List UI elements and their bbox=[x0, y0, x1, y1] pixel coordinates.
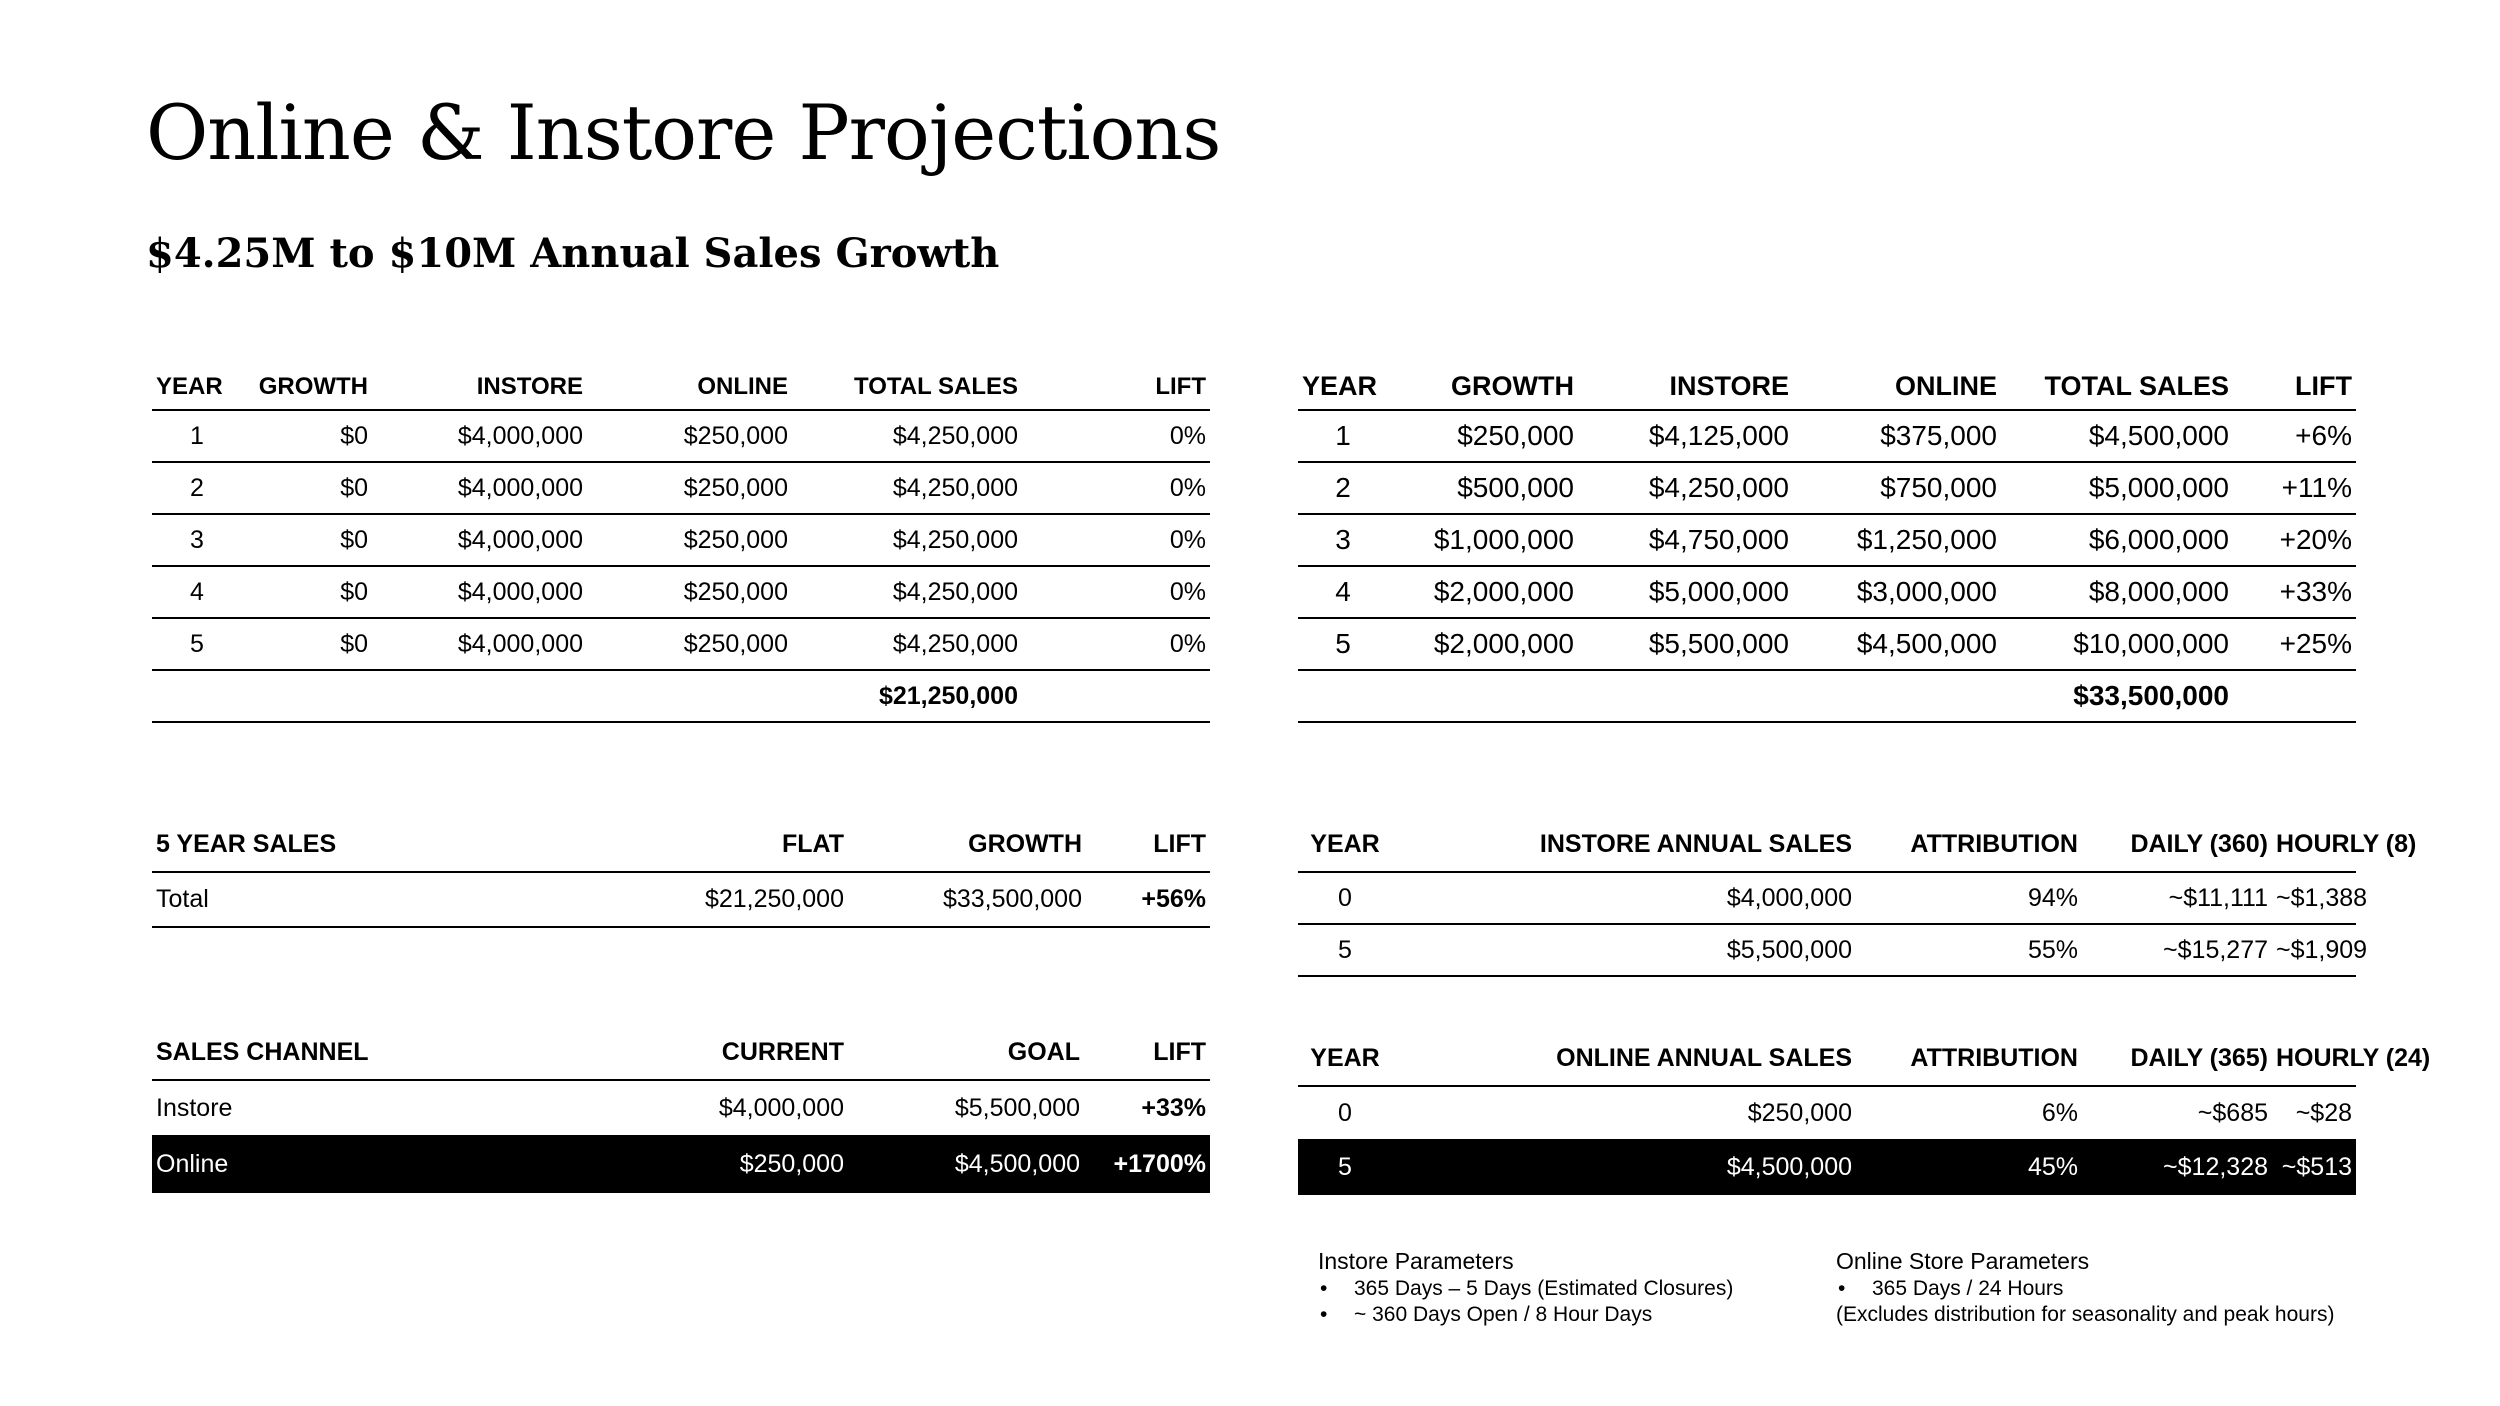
cell-online: $250,000 bbox=[587, 618, 792, 670]
table-row bbox=[1298, 1086, 2356, 1140]
header-lift: LIFT bbox=[1086, 818, 1210, 872]
table-row bbox=[152, 618, 1210, 670]
cell-instore: $4,250,000 bbox=[1578, 462, 1793, 514]
cell-online: $3,000,000 bbox=[1793, 566, 2001, 618]
cell-year: 4 bbox=[152, 566, 242, 618]
sales-channel-table bbox=[152, 1026, 1210, 1193]
cell-lift: +33% bbox=[2233, 566, 2356, 618]
table-header-row bbox=[152, 818, 1210, 872]
cell-instore: $4,000,000 bbox=[372, 514, 587, 566]
cell-flat: $21,250,000 bbox=[682, 872, 848, 927]
cell-instore: $5,500,000 bbox=[1578, 618, 1793, 670]
cell-year: 5 bbox=[152, 618, 242, 670]
cell-instore: $4,000,000 bbox=[372, 618, 587, 670]
instore-parameters-heading: Instore Parameters bbox=[1318, 1248, 1514, 1274]
cell-year: 0 bbox=[1298, 872, 1392, 924]
header-year: YEAR bbox=[152, 364, 242, 410]
cell-online: $250,000 bbox=[587, 514, 792, 566]
cell-lift: +6% bbox=[2233, 410, 2356, 462]
cell-channel: Online bbox=[152, 1136, 682, 1192]
cell-channel: Instore bbox=[152, 1080, 682, 1136]
cell-hourly: ~$513 bbox=[2272, 1140, 2356, 1194]
cell-online: $250,000 bbox=[587, 410, 792, 462]
header-instore: INSTORE bbox=[1578, 364, 1793, 410]
instore-parameters bbox=[1318, 1246, 1733, 1328]
header-daily: DAILY (360) bbox=[2082, 818, 2272, 872]
header-hourly: HOURLY (8) bbox=[2272, 818, 2356, 872]
table-row bbox=[152, 462, 1210, 514]
table-row bbox=[1298, 462, 2356, 514]
table-row bbox=[1298, 566, 2356, 618]
cell-lift: 0% bbox=[1022, 410, 1210, 462]
header-sales-channel: SALES CHANNEL bbox=[152, 1026, 682, 1080]
cell-online: $250,000 bbox=[587, 462, 792, 514]
header-current: CURRENT bbox=[682, 1026, 848, 1080]
table-row bbox=[1298, 872, 2356, 924]
total-row bbox=[1298, 670, 2356, 722]
cell-annual-sales: $5,500,000 bbox=[1392, 924, 1856, 976]
cell-lift: 0% bbox=[1022, 514, 1210, 566]
cell-total-sales: $5,000,000 bbox=[2001, 462, 2233, 514]
table-header-row bbox=[152, 1026, 1210, 1080]
header-goal: GOAL bbox=[848, 1026, 1084, 1080]
cell-year: 0 bbox=[1298, 1086, 1392, 1140]
list-item: • 365 Days / 24 Hours bbox=[1836, 1276, 2334, 1302]
cell-total-sales: $4,250,000 bbox=[792, 566, 1022, 618]
cell-online: $750,000 bbox=[1793, 462, 2001, 514]
cell-daily: ~$685 bbox=[2082, 1086, 2272, 1140]
cell-growth: $2,000,000 bbox=[1388, 618, 1578, 670]
header-lift: LIFT bbox=[2233, 364, 2356, 410]
cell-annual-sales: $4,000,000 bbox=[1392, 872, 1856, 924]
cell-hourly: ~$28 bbox=[2272, 1086, 2356, 1140]
cell-online: $375,000 bbox=[1793, 410, 2001, 462]
cell-year: 4 bbox=[1298, 566, 1388, 618]
cell-year: 2 bbox=[152, 462, 242, 514]
cell-lift: 0% bbox=[1022, 618, 1210, 670]
online-parameters-heading: Online Store Parameters bbox=[1836, 1248, 2090, 1274]
cell-instore: $4,000,000 bbox=[372, 566, 587, 618]
cell-year: 3 bbox=[152, 514, 242, 566]
header-daily: DAILY (365) bbox=[2082, 1032, 2272, 1086]
cell-total-sales: $10,000,000 bbox=[2001, 618, 2233, 670]
cell-daily: ~$12,328 bbox=[2082, 1140, 2272, 1194]
header-online: ONLINE bbox=[587, 364, 792, 410]
cell-growth: $0 bbox=[242, 514, 372, 566]
cell-growth: $33,500,000 bbox=[848, 872, 1086, 927]
table-row-highlighted bbox=[1298, 1140, 2356, 1194]
page-title: Online & Instore Projections bbox=[146, 88, 1221, 177]
cell-total-sales: $4,250,000 bbox=[792, 618, 1022, 670]
table-header-row bbox=[1298, 1032, 2356, 1086]
cell-annual-sales: $250,000 bbox=[1392, 1086, 1856, 1140]
cell-lift: +33% bbox=[1084, 1080, 1210, 1136]
cell-year: 2 bbox=[1298, 462, 1388, 514]
cell-lift: +11% bbox=[2233, 462, 2356, 514]
cell-online: $4,500,000 bbox=[1793, 618, 2001, 670]
table-row bbox=[152, 410, 1210, 462]
cell-total-sales: $6,000,000 bbox=[2001, 514, 2233, 566]
cell-total-sales: $8,000,000 bbox=[2001, 566, 2233, 618]
cell-hourly: ~$1,388 bbox=[2272, 872, 2356, 924]
total-row bbox=[152, 670, 1210, 722]
cell-current: $4,000,000 bbox=[682, 1080, 848, 1136]
table-header-row bbox=[1298, 364, 2356, 410]
cell-growth: $250,000 bbox=[1388, 410, 1578, 462]
cell-year: 3 bbox=[1298, 514, 1388, 566]
cell-goal: $5,500,000 bbox=[848, 1080, 1084, 1136]
table-header-row bbox=[152, 364, 1210, 410]
cell-lift: 0% bbox=[1022, 566, 1210, 618]
cell-year: 1 bbox=[152, 410, 242, 462]
cell-annual-sales: $4,500,000 bbox=[1392, 1140, 1856, 1194]
growth-total: $33,500,000 bbox=[2001, 670, 2233, 722]
header-lift: LIFT bbox=[1022, 364, 1210, 410]
cell-attribution: 6% bbox=[1856, 1086, 2082, 1140]
header-five-year-sales: 5 YEAR SALES bbox=[152, 818, 682, 872]
cell-lift: +56% bbox=[1086, 872, 1210, 927]
header-flat: FLAT bbox=[682, 818, 848, 872]
header-lift: LIFT bbox=[1084, 1026, 1210, 1080]
cell-label: Total bbox=[152, 872, 682, 927]
cell-instore: $4,000,000 bbox=[372, 462, 587, 514]
cell-growth: $2,000,000 bbox=[1388, 566, 1578, 618]
header-year: YEAR bbox=[1298, 1032, 1392, 1086]
table-row bbox=[1298, 410, 2356, 462]
cell-growth: $0 bbox=[242, 618, 372, 670]
table-row bbox=[152, 872, 1210, 927]
cell-current: $250,000 bbox=[682, 1136, 848, 1192]
cell-attribution: 94% bbox=[1856, 872, 2082, 924]
instore-annual-table bbox=[1298, 818, 2417, 977]
list-item: • ~ 360 Days Open / 8 Hour Days bbox=[1318, 1302, 1733, 1328]
header-year: YEAR bbox=[1298, 364, 1388, 410]
cell-total-sales: $4,500,000 bbox=[2001, 410, 2233, 462]
cell-year: 5 bbox=[1298, 1140, 1392, 1194]
cell-growth: $0 bbox=[242, 566, 372, 618]
cell-instore: $5,000,000 bbox=[1578, 566, 1793, 618]
cell-year: 1 bbox=[1298, 410, 1388, 462]
header-attribution: ATTRIBUTION bbox=[1856, 818, 2082, 872]
header-instore-annual-sales: INSTORE ANNUAL SALES bbox=[1392, 818, 1856, 872]
list-item: • 365 Days – 5 Days (Estimated Closures) bbox=[1318, 1276, 1733, 1302]
cell-instore: $4,125,000 bbox=[1578, 410, 1793, 462]
cell-growth: $500,000 bbox=[1388, 462, 1578, 514]
header-online-annual-sales: ONLINE ANNUAL SALES bbox=[1392, 1032, 1856, 1086]
cell-instore: $4,750,000 bbox=[1578, 514, 1793, 566]
table-header-row bbox=[1298, 818, 2356, 872]
page-subtitle: $4.25M to $10M Annual Sales Growth bbox=[146, 230, 1000, 277]
flat-projection-table bbox=[152, 364, 1210, 723]
cell-total-sales: $4,250,000 bbox=[792, 514, 1022, 566]
cell-daily: ~$11,111 bbox=[2082, 872, 2272, 924]
growth-projection-table bbox=[1298, 364, 2356, 723]
header-online: ONLINE bbox=[1793, 364, 2001, 410]
cell-growth: $1,000,000 bbox=[1388, 514, 1578, 566]
header-total-sales: TOTAL SALES bbox=[2001, 364, 2233, 410]
online-store-parameters bbox=[1836, 1246, 2334, 1328]
cell-daily: ~$15,277 bbox=[2082, 924, 2272, 976]
table-row bbox=[152, 566, 1210, 618]
cell-attribution: 45% bbox=[1856, 1140, 2082, 1194]
table-row bbox=[1298, 924, 2356, 976]
header-growth: GROWTH bbox=[848, 818, 1086, 872]
cell-instore: $4,000,000 bbox=[372, 410, 587, 462]
header-total-sales: TOTAL SALES bbox=[792, 364, 1022, 410]
cell-attribution: 55% bbox=[1856, 924, 2082, 976]
online-parameters-note: (Excludes distribution for seasonality and peak hours) bbox=[1836, 1303, 2335, 1326]
table-row bbox=[152, 514, 1210, 566]
cell-year: 5 bbox=[1298, 924, 1392, 976]
cell-growth: $0 bbox=[242, 410, 372, 462]
header-hourly: HOURLY (24) bbox=[2272, 1032, 2356, 1086]
header-year: YEAR bbox=[1298, 818, 1392, 872]
table-row bbox=[1298, 618, 2356, 670]
header-instore: INSTORE bbox=[372, 364, 587, 410]
cell-year: 5 bbox=[1298, 618, 1388, 670]
cell-total-sales: $4,250,000 bbox=[792, 462, 1022, 514]
cell-lift: +1700% bbox=[1084, 1136, 1210, 1192]
cell-goal: $4,500,000 bbox=[848, 1136, 1084, 1192]
table-row-highlighted bbox=[152, 1136, 1210, 1192]
table-row bbox=[152, 1080, 1210, 1136]
cell-lift: +25% bbox=[2233, 618, 2356, 670]
cell-lift: +20% bbox=[2233, 514, 2356, 566]
cell-growth: $0 bbox=[242, 462, 372, 514]
cell-hourly: ~$1,909 bbox=[2272, 924, 2356, 976]
cell-online: $1,250,000 bbox=[1793, 514, 2001, 566]
header-growth: GROWTH bbox=[242, 364, 372, 410]
header-attribution: ATTRIBUTION bbox=[1856, 1032, 2082, 1086]
flat-total: $21,250,000 bbox=[792, 670, 1022, 722]
five-year-sales-table bbox=[152, 818, 1210, 928]
cell-online: $250,000 bbox=[587, 566, 792, 618]
header-growth: GROWTH bbox=[1388, 364, 1578, 410]
cell-total-sales: $4,250,000 bbox=[792, 410, 1022, 462]
table-row bbox=[1298, 514, 2356, 566]
cell-lift: 0% bbox=[1022, 462, 1210, 514]
online-annual-table bbox=[1298, 1032, 2431, 1195]
